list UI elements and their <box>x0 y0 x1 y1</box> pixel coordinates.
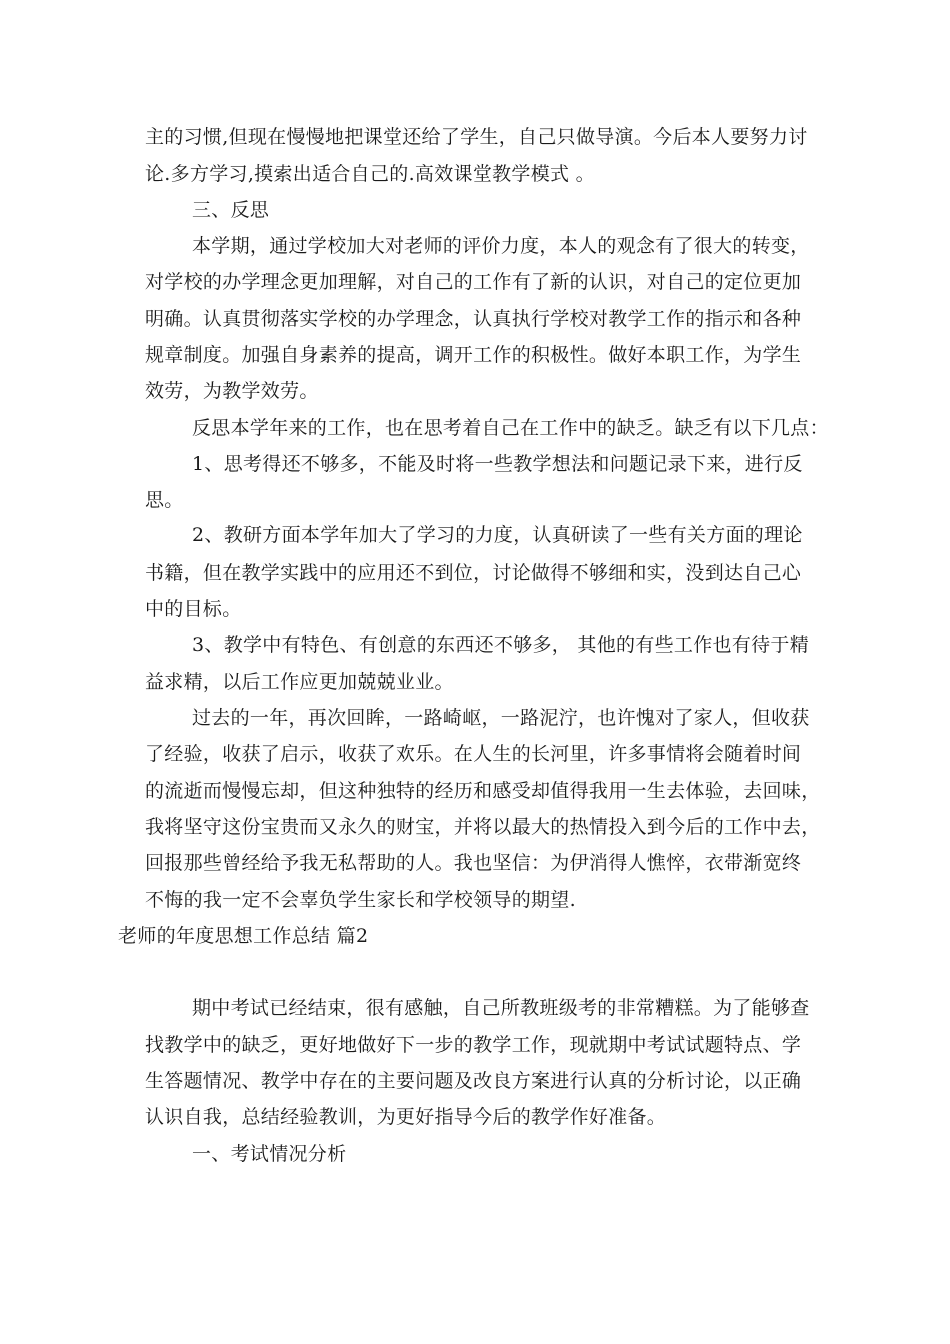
body-text-line: 过去的一年，再次回眸，一路崎岖，一路泥泞，也许愧对了家人，但收获 <box>192 707 810 729</box>
body-text-line: 效劳，为教学效劳。 <box>145 380 319 402</box>
body-text-line: 的流逝而慢慢忘却，但这种独特的经历和感受却值得我用一生去体验，去回味， <box>145 780 821 802</box>
list-item-2: 2、教研方面本学年加大了学习的力度，认真研读了一些有关方面的理论 <box>192 524 803 546</box>
body-text-line: 书籍，但在教学实践中的应用还不到位，讨论做得不够细和实，没到达自己心 <box>145 562 802 584</box>
body-text-line: 论.多方学习,摸索出适合自己的.高效课堂教学模式 。 <box>145 163 595 185</box>
body-text-line: 了经验，收获了启示，收获了欢乐。在人生的长河里，许多事情将会随着时间 <box>145 743 802 765</box>
section-heading-reflection: 三、反思 <box>192 199 270 221</box>
list-item-3: 3、教学中有特色、有创意的东西还不够多， 其他的有些工作也有待于精 <box>192 634 810 656</box>
body-text-line: 我将坚守这份宝贵而又永久的财宝，并将以最大的热情投入到今后的工作中去， <box>145 816 821 838</box>
body-text-line: 找教学中的缺乏，更好地做好下一步的教学工作，现就期中考试试题特点、学 <box>145 1034 802 1056</box>
list-item-1: 1、思考得还不够多，不能及时将一些教学想法和问题记录下来，进行反 <box>192 453 803 475</box>
body-text-line: 反思本学年来的工作，也在思考着自己在工作中的缺乏。缺乏有以下几点： <box>192 417 829 439</box>
body-text-line: 益求精，以后工作应更加兢兢业业。 <box>145 671 454 693</box>
section-heading-exam-analysis: 一、考试情况分析 <box>192 1143 347 1165</box>
body-text-line: 主的习惯,但现在慢慢地把课堂还给了学生，自己只做导演。今后本人要努力讨 <box>145 126 808 148</box>
body-text-line: 中的目标。 <box>145 598 242 620</box>
body-text-line: 不悔的我一定不会辜负学生家长和学校领导的期望. <box>145 889 576 911</box>
body-text-line: 本学期，通过学校加大对老师的评价力度，本人的观念有了很大的转变， <box>192 235 810 257</box>
body-text-line: 回报那些曾经给予我无私帮助的人。我也坚信：为伊消得人憔悴，衣带渐宽终 <box>145 852 802 874</box>
body-text-line: 思。 <box>145 489 184 511</box>
article-title: 老师的年度思想工作总结 篇2 <box>118 925 369 947</box>
body-text-line: 明确。认真贯彻落实学校的办学理念，认真执行学校对教学工作的指示和各种 <box>145 308 802 330</box>
body-text-line: 认识自我，总结经验教训，为更好指导今后的教学作好准备。 <box>145 1106 667 1128</box>
body-text-line: 生答题情况、教学中存在的主要问题及改良方案进行认真的分析讨论，以正确 <box>145 1070 802 1092</box>
body-text-line: 对学校的办学理念更加理解，对自己的工作有了新的认识，对自己的定位更加 <box>145 271 802 293</box>
body-text-line: 规章制度。加强自身素养的提高，调开工作的积极性。做好本职工作，为学生 <box>145 344 802 366</box>
body-text-line: 期中考试已经结束，很有感触，自己所教班级考的非常糟糕。为了能够查 <box>192 997 810 1019</box>
